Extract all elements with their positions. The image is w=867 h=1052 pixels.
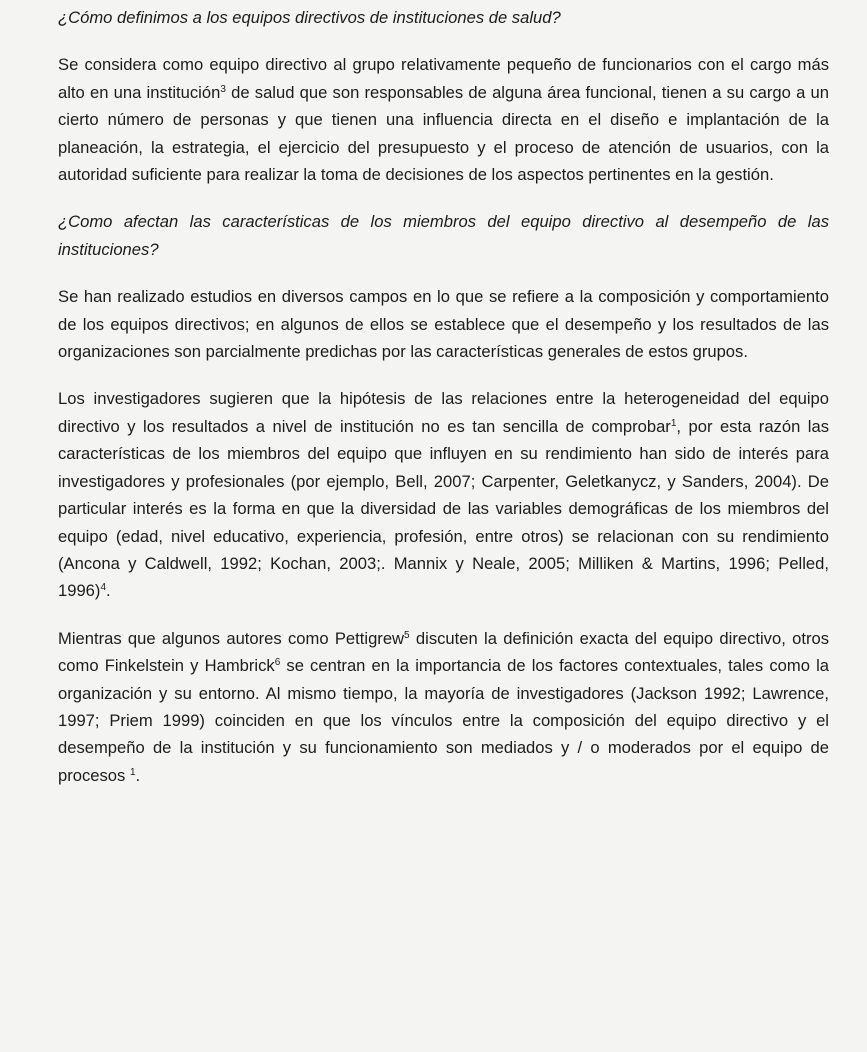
paragraph-researchers xyxy=(58,385,829,604)
footnote-ref: 1 xyxy=(670,417,677,429)
paragraph-text: de salud que son responsables de alguna área funcional, tienen a su cargo a un cierto número de personas y que tienen una influencia directa en el diseño e implantación de la planeación, la estrategia, el ejercicio del presupuesto y el proceso de atención de usuarios, con la autoridad suficiente para realizar la toma de decisiones de los aspectos pertinentes en la gestión. xyxy=(58,82,829,185)
question-heading-characteristics xyxy=(58,208,829,263)
paragraph-studies xyxy=(58,283,829,365)
footnote-ref: 5 xyxy=(404,629,410,641)
paragraph-text: Mientras que algunos autores como Pettigrew xyxy=(58,628,405,648)
paragraph-text: . xyxy=(106,581,111,601)
paragraph-definition xyxy=(58,51,829,188)
paragraph-authors xyxy=(58,625,829,789)
heading-text: ¿Cómo definimos a los equipos directivos de instituciones de salud? xyxy=(58,8,561,27)
paragraph-text: Se considera como equipo directivo al grupo relativamente pequeño de funcionarios con el cargo más alto en una institución xyxy=(58,55,829,102)
question-heading-definition xyxy=(58,4,829,31)
footnote-ref: 6 xyxy=(274,657,281,669)
footnote-ref: 3 xyxy=(220,83,226,95)
paragraph-text: . xyxy=(135,765,141,785)
footnote-ref: 4 xyxy=(100,582,107,594)
footnote-ref: 1 xyxy=(129,766,136,778)
paragraph-text: se centran en la importancia de los factores contextuales, tales como la organización y su entorno. Al mismo tiempo, la mayoría de investigadores (Jackson 1992; Lawrence, 1997; Priem 1999) coinciden en que los vínculos entre la composición del equipo directivo y el desempeño de la institución y su funcionamiento son mediados y / o moderados por el equipo de procesos xyxy=(58,656,829,785)
paragraph-text: Se han realizado estudios en diversos campos en lo que se refiere a la composición y comportamiento de los equipos directivos; en algunos de ellos se establece que el desempeño y los resultados de las organizaciones son parcialmente predichas por las características generales de estos grupos. xyxy=(58,287,829,362)
paragraph-text: , por esta razón las características de los miembros del equipo que influyen en su rendimiento han sido de interés para investigadores y profesionales (por ejemplo, Bell, 2007; Carpenter, Geletkanycz, y Sanders, 2004). De particular interés es la forma en que la diversidad de las variables demográficas de los miembros del equipo (edad, nivel educativo, experiencia, profesión, entre otros) se relacionan con su rendimiento (Ancona y Caldwell, 1992; Kochan, 2003;. Mannix y Neale, 2005; Milliken & Martins, 1996; Pelled, 1996) xyxy=(58,416,829,601)
paragraph-text: discuten la definición exacta del equipo directivo, otros como Finkelstein y Hambrick xyxy=(58,628,829,676)
heading-text: ¿Como afectan las características de los miembros del equipo directivo al desempeño de las instituciones? xyxy=(58,212,829,259)
paragraph-text: Los investigadores sugieren que la hipótesis de las relaciones entre la heterogeneidad del equipo directivo y los resultados a nivel de institución no es tan sencilla de comprobar xyxy=(58,389,829,436)
